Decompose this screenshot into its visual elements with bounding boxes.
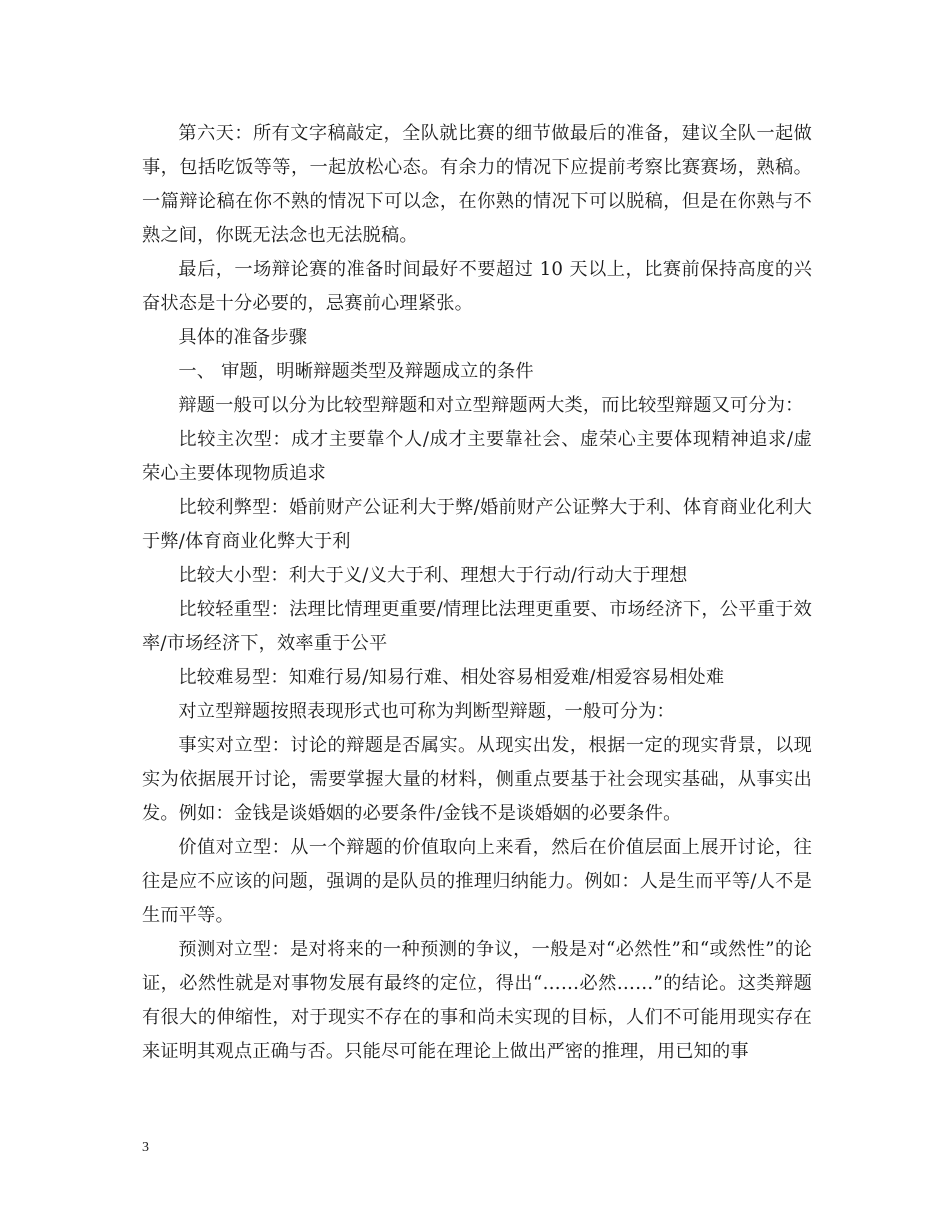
paragraph-fact-opposition: 事实对立型：讨论的辩题是否属实。从现实出发，根据一定的现实背景，以现实为依据展开讨论，需要掌握大量的材料，侧重点要基于社会现实基础，从事实出发。例如：金钱是谈婚姻的必要条件/金钱不是谈婚姻的必要条件。	[142, 735, 812, 824]
paragraph-value-opposition: 价值对立型：从一个辩题的价值取向上来看，然后在价值层面上展开讨论，往往是应不应该的问题，强调的是队员的推理归纳能力。例如：人是生而平等/人不是生而平等。	[142, 837, 812, 926]
paragraph-day-six: 第六天：所有文字稿敲定，全队就比赛的细节做最后的准备，建议全队一起做事，包括吃饭等等，一起放松心态。有余力的情况下应提前考察比赛赛场，熟稿。一篇辩论稿在你不熟的情况下可以念，在你熟的情况下可以脱稿，但是在你熟与不熟之间，你既无法念也无法脱稿。	[142, 123, 812, 246]
paragraph-size-comparison: 比较大小型：利大于义/义大于利、理想大于行动/行动大于理想	[178, 565, 688, 586]
page-number: 3	[142, 1140, 149, 1155]
paragraph-prediction-opposition: 预测对立型：是对将来的一种预测的争议，一般是对“必然性”和“或然性”的论证，必然性就是对事物发展有最终的定位，得出“……必然……”的结论。这类辩题有很大的伸缩性，对于现实不存在的事和尚未实现的目标，人们不可能用现实存在来证明其观点正确与否。只能尽可能在理论上做出严密的推理，用已知的事	[142, 939, 812, 1062]
paragraph-opposition-types: 对立型辩题按照表现形式也可称为判断型辩题，一般可分为：	[178, 701, 675, 722]
step-one-heading: 一、 审题，明晰辩题类型及辩题成立的条件	[178, 361, 534, 382]
paragraph-topic-types: 辩题一般可以分为比较型辩题和对立型辩题两大类，而比较型辩题又可分为：	[178, 395, 804, 416]
paragraph-primary-secondary: 比较主次型：成才主要靠个人/成才主要靠社会、虚荣心主要体现精神追求/虚荣心主要体现物质追求	[142, 429, 812, 484]
paragraph-pros-cons: 比较利弊型：婚前财产公证利大于弊/婚前财产公证弊大于利、体育商业化利大于弊/体育商业化弊大于利	[142, 497, 812, 552]
paragraph-importance-comparison: 比较轻重型：法理比情理更重要/情理比法理更重要、市场经济下，公平重于效率/市场经济下，效率重于公平	[142, 599, 812, 654]
document-body	[142, 117, 812, 1069]
section-heading-steps: 具体的准备步骤	[178, 327, 308, 348]
paragraph-final-note: 最后，一场辩论赛的准备时间最好不要超过 10 天以上，比赛前保持高度的兴奋状态是十分必要的，忌赛前心理紧张。	[142, 259, 812, 314]
paragraph-difficulty-comparison: 比较难易型：知难行易/知易行难、相处容易相爱难/相爱容易相处难	[178, 667, 725, 688]
